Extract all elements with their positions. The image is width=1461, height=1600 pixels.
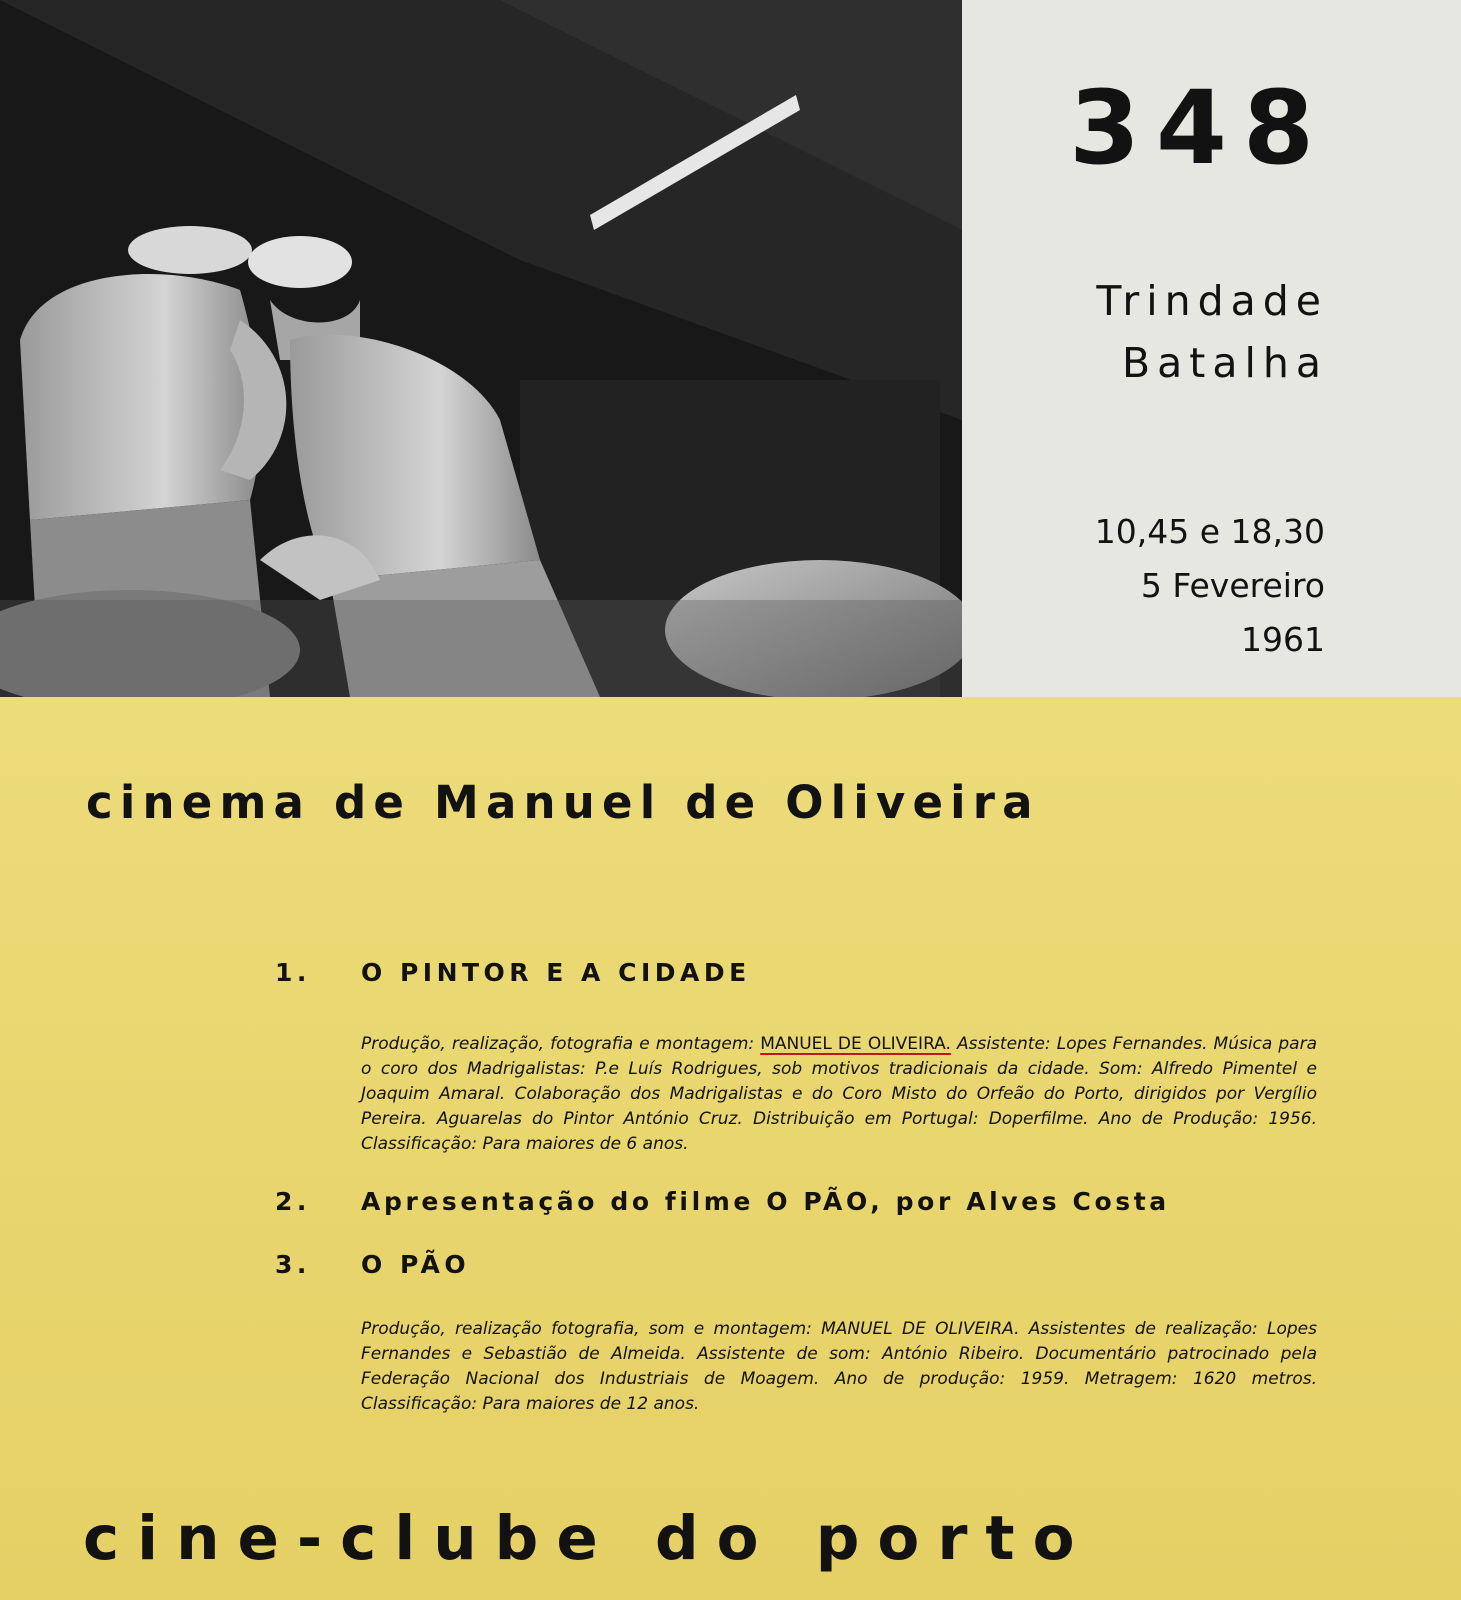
cover-photo-illustration [0, 0, 962, 697]
issue-number: 348 [1069, 69, 1330, 188]
item-title: Apresentação do filme O PÃO, por Alves Costa [361, 1187, 1170, 1216]
venue-line-1: Trindade [1096, 277, 1328, 325]
item-title: O PINTOR E A CIDADE [361, 958, 751, 987]
session-times: 10,45 e 18,30 [1094, 512, 1325, 551]
item-title: O PÃO [361, 1250, 471, 1279]
item-1-credits [361, 1032, 1317, 1157]
program-item-3 [275, 1250, 1319, 1280]
credits-text: Assistente: Lopes Fernandes. Música para o coro dos Madrigalistas: P.e Luís Rodrigues, sob motivos tradicionais da cidade. Som: Alfredo Pimentel e Joaquim Amaral. Colaboração dos Madrigalistas e do Coro Misto do Orfeão do Porto, dirigidos por Vergílio Pereira. Aguarelas do Pintor António Cruz. Distribuição em Portugal: Doperfilme. Ano de Produção: 1956. Classificação: Para maiores de 6 anos. [361, 1034, 1317, 1154]
item-number: 1. [275, 958, 311, 987]
series-title: cinema de Manuel de Oliveira [86, 776, 1040, 829]
venue-line-2: Batalha [1122, 339, 1328, 387]
session-info [1050, 505, 1325, 667]
item-number: 2. [275, 1187, 311, 1216]
item-number: 3. [275, 1250, 311, 1279]
program-item-1 [275, 958, 1319, 988]
credits-text: Produção, realização, fotografia e montagem: [361, 1034, 761, 1054]
club-name: cine-clube do porto [83, 1503, 1093, 1574]
item-3-credits: Produção, realização fotografia, som e montagem: MANUEL DE OLIVEIRA. Assistentes de realização: Lopes Fernandes e Sebastião de Almeida. Assistente de som: António Ribeiro. Documentário patrocinado pela Federação Nacional dos Industriais de Moagem. Ano de produção: 1959. Metragem: 1620 metros. Classificação: Para maiores de 12 anos. [361, 1319, 1317, 1414]
venue [1050, 270, 1328, 394]
program-item-2 [275, 1187, 1319, 1217]
director-name-underlined: MANUEL DE OLIVEIRA. [760, 1034, 951, 1054]
session-date: 5 Fevereiro 1961 [1140, 566, 1325, 659]
cover-photo-bakers [0, 0, 962, 697]
